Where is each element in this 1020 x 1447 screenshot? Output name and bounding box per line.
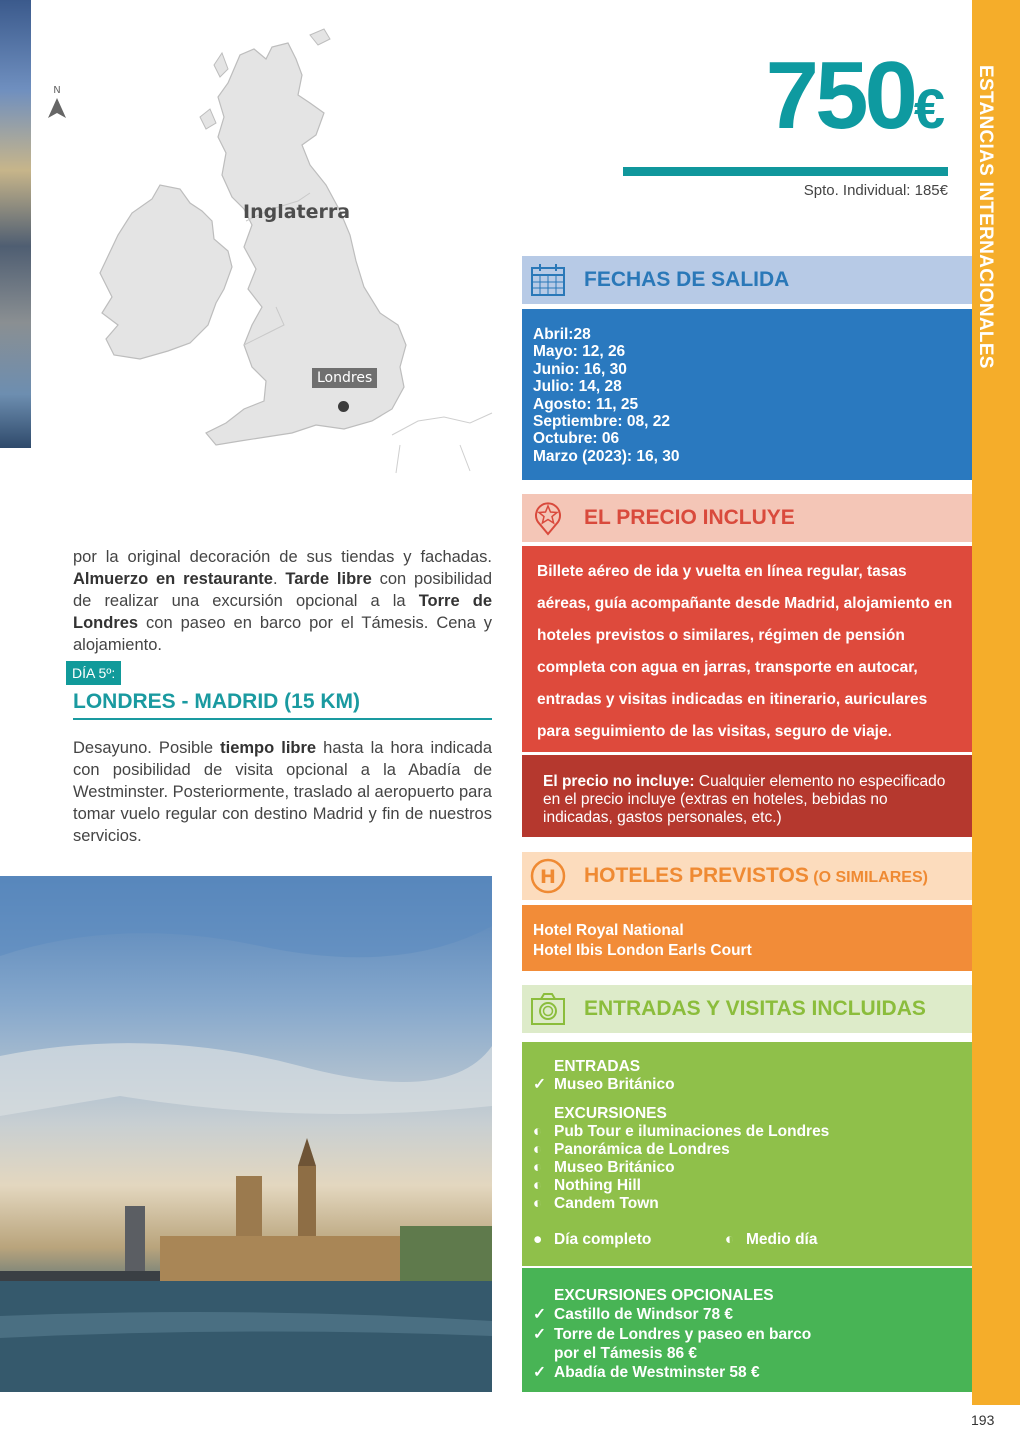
- excursion-item: [533, 1159, 961, 1177]
- fecha-line: Marzo (2023): 16, 30: [533, 447, 680, 465]
- excursiones-label: EXCURSIONES: [554, 1105, 667, 1122]
- excursion-item: [533, 1141, 961, 1159]
- precio-title: EL PRECIO INCLUYE: [584, 506, 795, 529]
- excursion-item-label: Nothing Hill: [554, 1177, 641, 1194]
- map-label-country: Inglaterra: [243, 201, 351, 223]
- text-run: con posibilidad de realizar una excursión opcional a la: [73, 570, 493, 610]
- opcional-item-label: Torre de Londres y paseo en barco: [554, 1325, 812, 1343]
- precio-no-incluye: [522, 755, 972, 837]
- fecha-line: Julio: 14, 28: [533, 378, 622, 396]
- fecha-line: Agosto: 11, 25: [533, 395, 639, 413]
- page-number: 193: [971, 1412, 995, 1428]
- excursion-item-label: Panorámica de Londres: [554, 1141, 730, 1158]
- text-run: con paseo en barco por el Támesis. Cena y alojamiento.: [73, 614, 492, 654]
- calendar-icon: [530, 262, 566, 298]
- bold-phrase: Torre de Londres: [73, 592, 492, 632]
- hoteles-header: [522, 852, 972, 900]
- fechas-list: [522, 309, 972, 480]
- entrada-item: [533, 1076, 961, 1094]
- no-incluye-text: Cualquier elemento no especificado en el precio incluye (extras en hoteles, bebidas no indicadas, gastos personales, etc.): [543, 773, 946, 826]
- hoteles-title: [584, 864, 928, 888]
- fechas-header: [522, 256, 972, 304]
- precio-incluye-text: Billete aéreo de ida y vuelta en línea regular, tasas aéreas, guía acompañante desde Madrid, alojamiento en hoteles previstos o similares, régimen de pensión completa con agua en jarras, transporte en autocar, entradas y visitas indicadas en itinerario, auriculares para seguimiento de las visitas, seguro de viaje.: [522, 546, 972, 752]
- text-run: Desayuno. Posible: [73, 739, 221, 757]
- fecha-line: Octubre: 06: [533, 430, 620, 448]
- entradas-list: [522, 1042, 972, 1266]
- hotel-item: Hotel Ibis London Earls Court: [533, 942, 752, 959]
- itinerary-paragraph-2: [73, 737, 492, 847]
- half-day-icon: ◐: [533, 1177, 543, 1194]
- price-rule: [623, 167, 948, 176]
- half-day-icon: ◐: [533, 1195, 543, 1212]
- westminster-skyline-image: [0, 876, 492, 1392]
- entradas-title: ENTRADAS Y VISITAS INCLUIDAS: [584, 997, 926, 1020]
- fecha-line: Septiembre: 08, 22: [533, 413, 670, 431]
- excursion-item-label: Pub Tour e iluminaciones de Londres: [554, 1123, 830, 1140]
- day-badge: DÍA 5º:: [66, 661, 121, 685]
- svg-text:N: N: [53, 85, 61, 96]
- day-title: LONDRES - MADRID (15 KM): [73, 690, 492, 720]
- full-day-icon: ●: [533, 1231, 543, 1248]
- hoteles-title-small: (O SIMILARES): [808, 869, 928, 886]
- entradas-header: [522, 985, 972, 1033]
- fecha-line: Abril:28: [533, 326, 591, 343]
- no-incluye-label: El precio no incluye:: [543, 773, 695, 790]
- price-amount: 750: [765, 42, 914, 149]
- opcional-item: [533, 1305, 961, 1324]
- london-photo: [0, 876, 492, 1392]
- excursion-item-label: Candem Town: [554, 1195, 659, 1212]
- precio-header: [522, 494, 972, 542]
- legend-half-day-label: Medio día: [746, 1231, 818, 1248]
- excursion-item: [533, 1123, 961, 1141]
- half-day-icon: ◐: [533, 1141, 543, 1158]
- legend-full-day: [533, 1231, 725, 1249]
- text-run: hasta la hora indicada con posibilidad de visita opcional a la Abadía de Westminster. Posteriormente, traslado al aeropuerto para tomar vuelo regular con destino Madrid y fin de nuestros servicios.: [73, 739, 492, 845]
- itinerary-paragraph-1: [73, 546, 492, 656]
- hotel-item: Hotel Royal National: [533, 922, 684, 939]
- excursion-item: [533, 1195, 961, 1213]
- single-supplement: Spto. Individual: 185€: [803, 182, 948, 199]
- check-icon: ✓: [533, 1364, 546, 1382]
- fecha-line: Junio: 16, 30: [533, 360, 627, 378]
- hotel-icon: [530, 858, 566, 894]
- excursion-item: [533, 1177, 961, 1195]
- side-tab-label: ESTANCIAS INTERNACIONALES: [975, 65, 996, 369]
- bold-phrase: tiempo libre: [220, 739, 317, 757]
- text-run: .: [272, 570, 286, 588]
- map-city-dot: [338, 401, 349, 412]
- fecha-line: Mayo: 12, 26: [533, 343, 626, 361]
- price-currency: €: [913, 77, 945, 140]
- entrada-item-label: Museo Británico: [554, 1076, 675, 1093]
- opcional-item-label: por el Támesis 86 €: [554, 1344, 698, 1362]
- opcional-item: [533, 1363, 961, 1382]
- half-day-icon: ◐: [533, 1123, 543, 1140]
- legend-half-day: [725, 1231, 917, 1249]
- north-arrow-icon: [46, 82, 68, 122]
- half-day-icon: ◐: [533, 1159, 543, 1176]
- hoteles-title-main: HOTELES PREVISTOS: [584, 864, 809, 887]
- svg-text:H: H: [540, 866, 556, 888]
- opcional-item-label: Abadía de Westminster 58 €: [554, 1364, 760, 1382]
- bold-phrase: Tarde libre: [285, 570, 372, 588]
- price: [765, 42, 945, 157]
- check-icon: ✓: [533, 1325, 546, 1343]
- text-run: por la original decoración de sus tiendas y fachadas.: [73, 548, 492, 566]
- opcional-item-continuation: [533, 1344, 961, 1363]
- check-icon: ✓: [533, 1076, 546, 1093]
- map-uk: [40, 25, 500, 485]
- opcionales-list: [522, 1268, 972, 1392]
- hoteles-list: [522, 905, 972, 971]
- star-badge-icon: [530, 500, 566, 536]
- fechas-title: FECHAS DE SALIDA: [584, 268, 790, 291]
- bold-phrase: Almuerzo en restaurante: [73, 570, 273, 588]
- excursion-item-label: Museo Británico: [554, 1159, 675, 1176]
- half-day-icon: ◐: [725, 1231, 735, 1248]
- camera-icon: [530, 991, 566, 1027]
- legend-full-day-label: Día completo: [554, 1231, 652, 1248]
- legend: [533, 1231, 961, 1249]
- entradas-label: ENTRADAS: [554, 1058, 641, 1075]
- map-label-city: Londres: [312, 368, 377, 388]
- check-icon: ✓: [533, 1306, 546, 1324]
- edge-photo-strip: [0, 0, 31, 448]
- opcional-item: [533, 1325, 961, 1344]
- opcionales-label: EXCURSIONES OPCIONALES: [554, 1287, 774, 1304]
- opcional-item-label: Castillo de Windsor 78 €: [554, 1306, 734, 1324]
